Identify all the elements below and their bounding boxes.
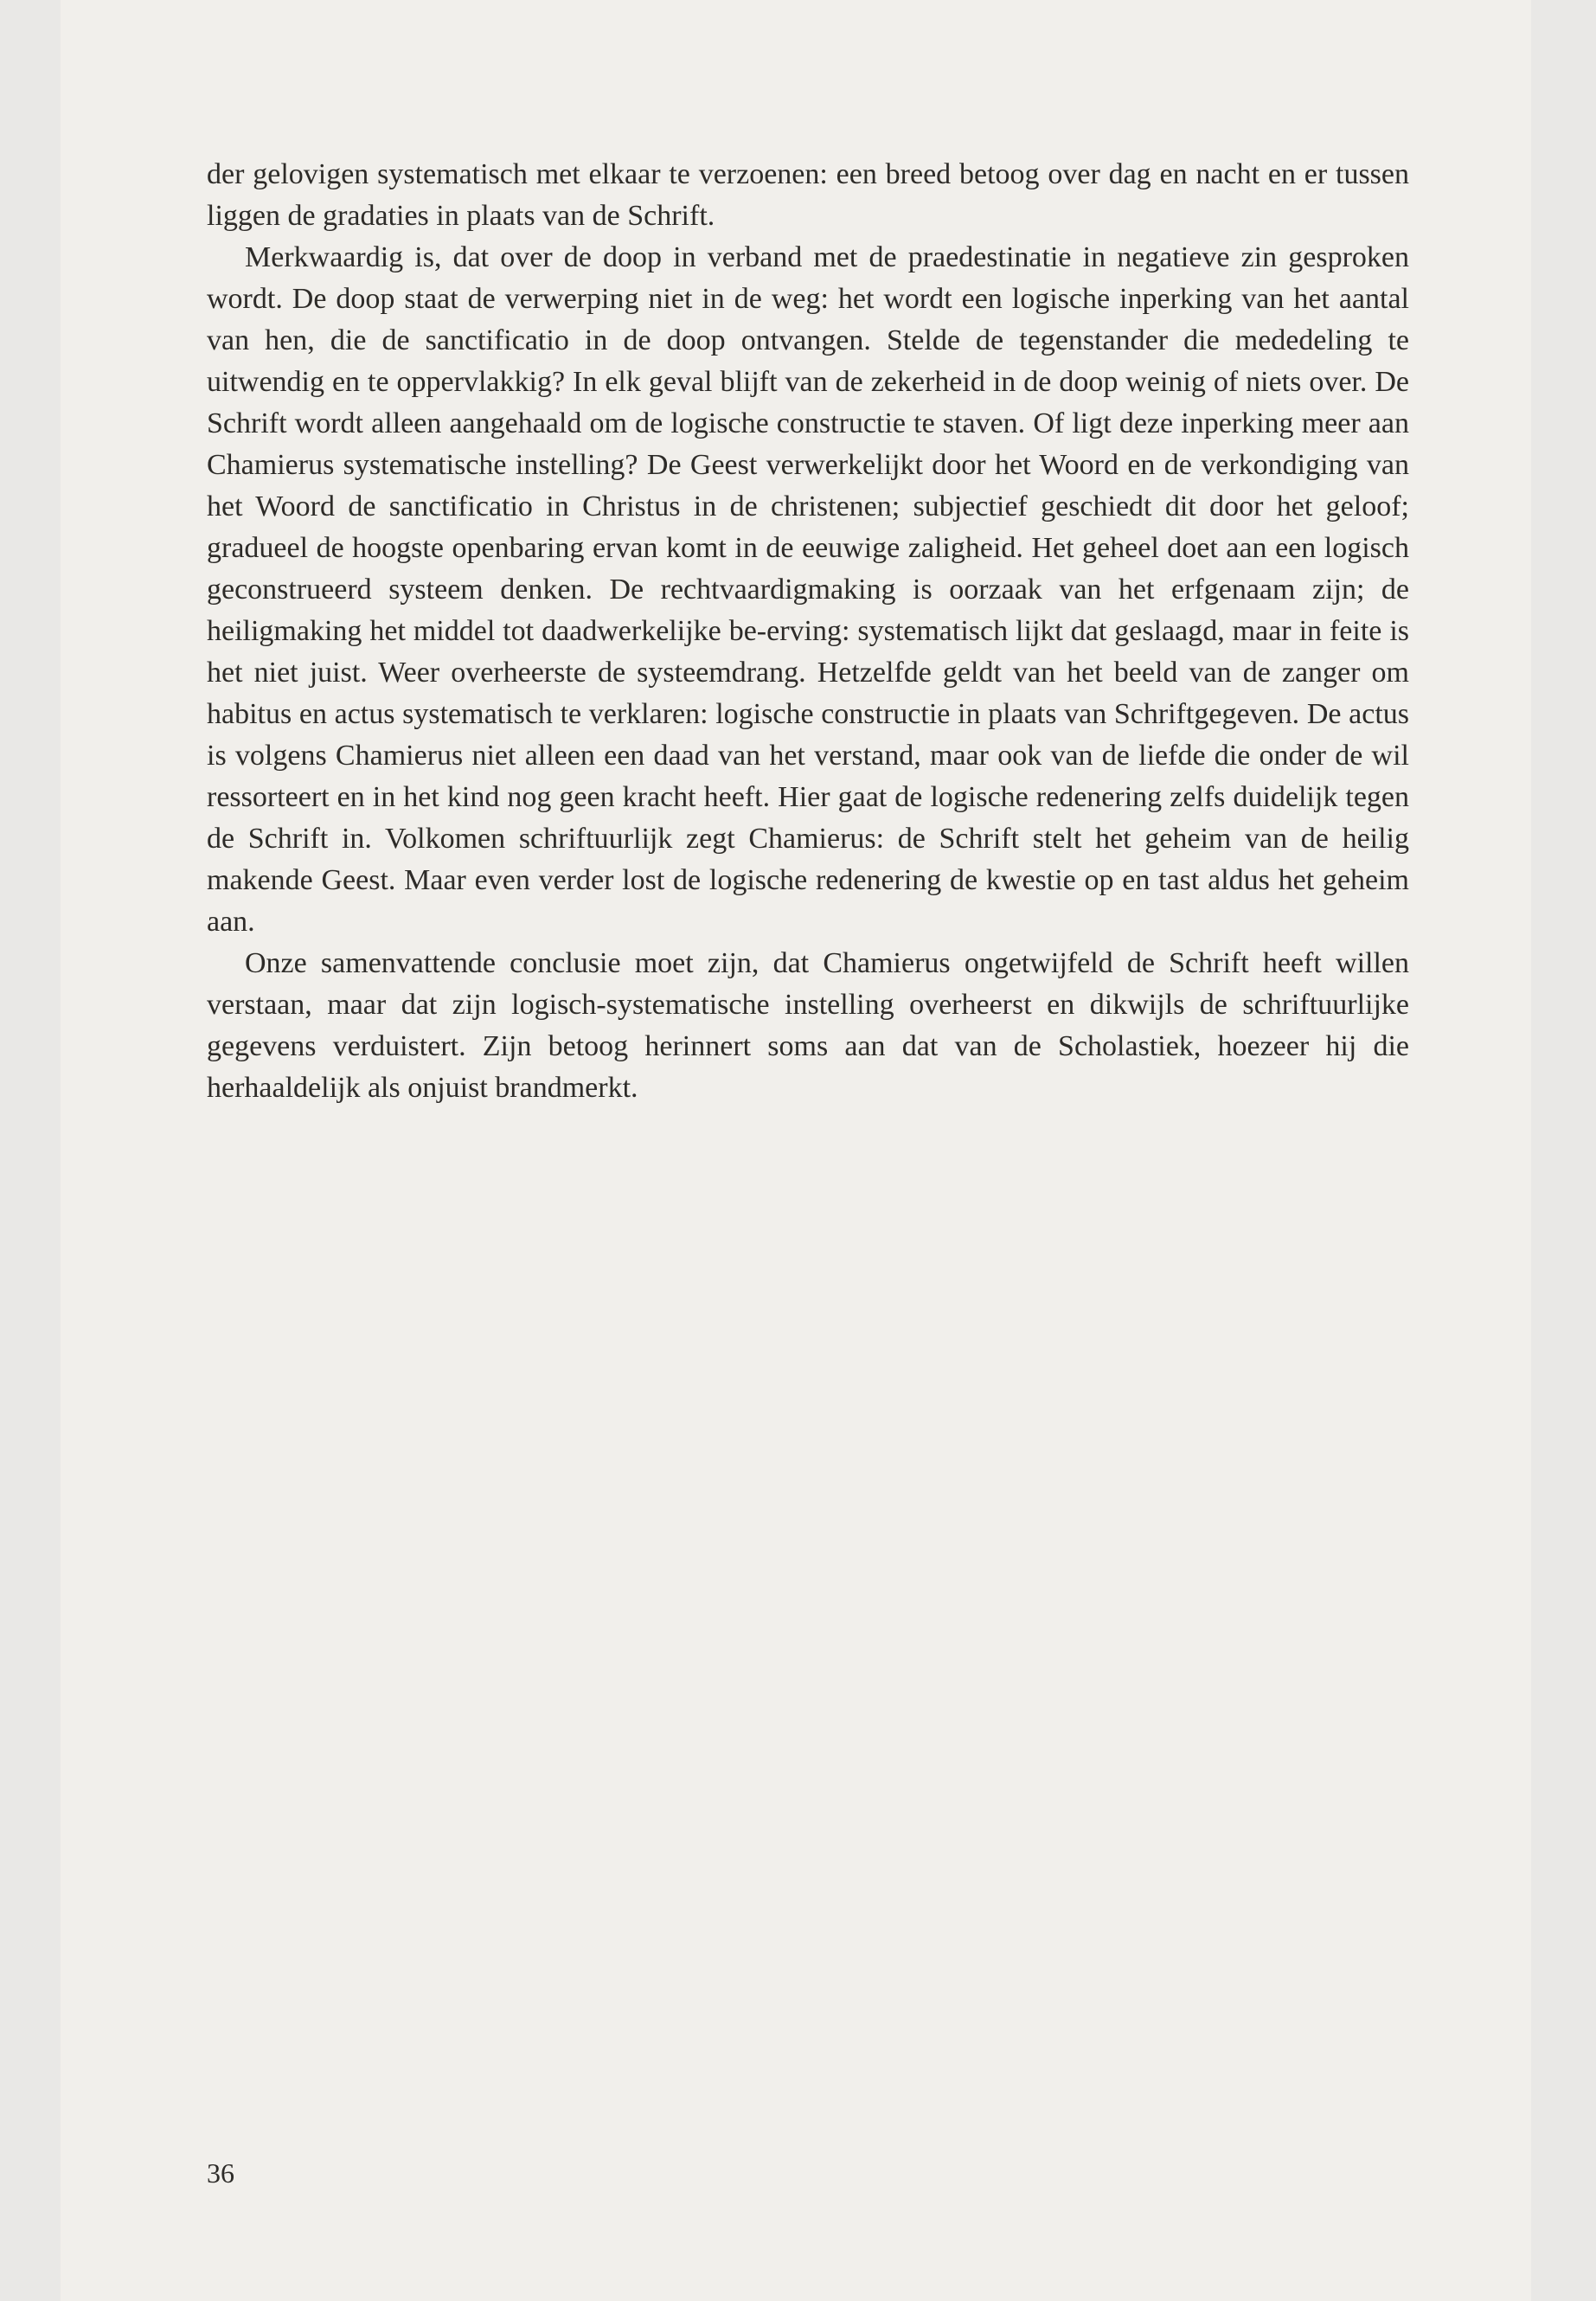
paragraph-2: Merkwaardig is, dat over de doop in verband met de praedestinatie in negatieve zin gesproken wordt. De doop staat de verwerping niet in de weg: het wordt een logische inperking van het aantal van hen, die de sanctificatio in de doop ontvangen. Stelde de tegenstander die mededeling te uitwendig en te oppervlakkig? In elk geval blijft van de zekerheid in de doop weinig of niets over. De Schrift wordt alleen aangehaald om de logische constructie te staven. Of ligt deze inperking meer aan Chamierus systematische instelling? De Geest verwerkelijkt door het Woord en de verkondiging van het Woord de sanctificatio in Christus in de christenen; subjectief geschiedt dit door het geloof; gradueel de hoogste openbaring ervan komt in de eeuwige zaligheid. Het geheel doet aan een logisch geconstrueerd systeem denken. De rechtvaardigmaking is oorzaak van het erfgenaam zijn; de heiligmaking het middel tot daadwerkelijke be-erving: systematisch lijkt dat geslaagd, maar in feite is het niet juist. Weer overheerste de systeemdrang. Hetzelfde geldt van het beeld van de zanger om habitus en actus systematisch te verklaren: logische constructie in plaats van Schriftgegeven. De actus is volgens Chamierus niet alleen een daad van het verstand, maar ook van de liefde die onder de wil ressorteert en in het kind nog geen kracht heeft. Hier gaat de logische redenering zelfs duidelijk tegen de Schrift in. Volkomen schriftuurlijk zegt Chamierus: de Schrift stelt het geheim van de heilig makende Geest. Maar even verder lost de logische redenering de kwestie op en tast aldus het geheim aan. bbox=[207, 241, 1409, 938]
paragraph-1: der gelovigen systematisch met elkaar te verzoenen: een breed betoog over dag en nacht en er tussen liggen de gradaties in plaats van de Schrift. bbox=[207, 158, 1409, 232]
book-page bbox=[61, 0, 1531, 2301]
page-number: 36 bbox=[207, 2157, 234, 2189]
body-text bbox=[207, 154, 1409, 1109]
paragraph-3: Onze samenvattende conclusie moet zijn, dat Chamierus ongetwijfeld de Schrift heeft willen verstaan, maar dat zijn logisch-systematische instelling overheerst en dikwijls de schriftuurlijke gegevens verduistert. Zijn betoog herinnert soms aan dat van de Scholastiek, hoezeer hij die herhaaldelijk als onjuist brandmerkt. bbox=[207, 947, 1409, 1104]
